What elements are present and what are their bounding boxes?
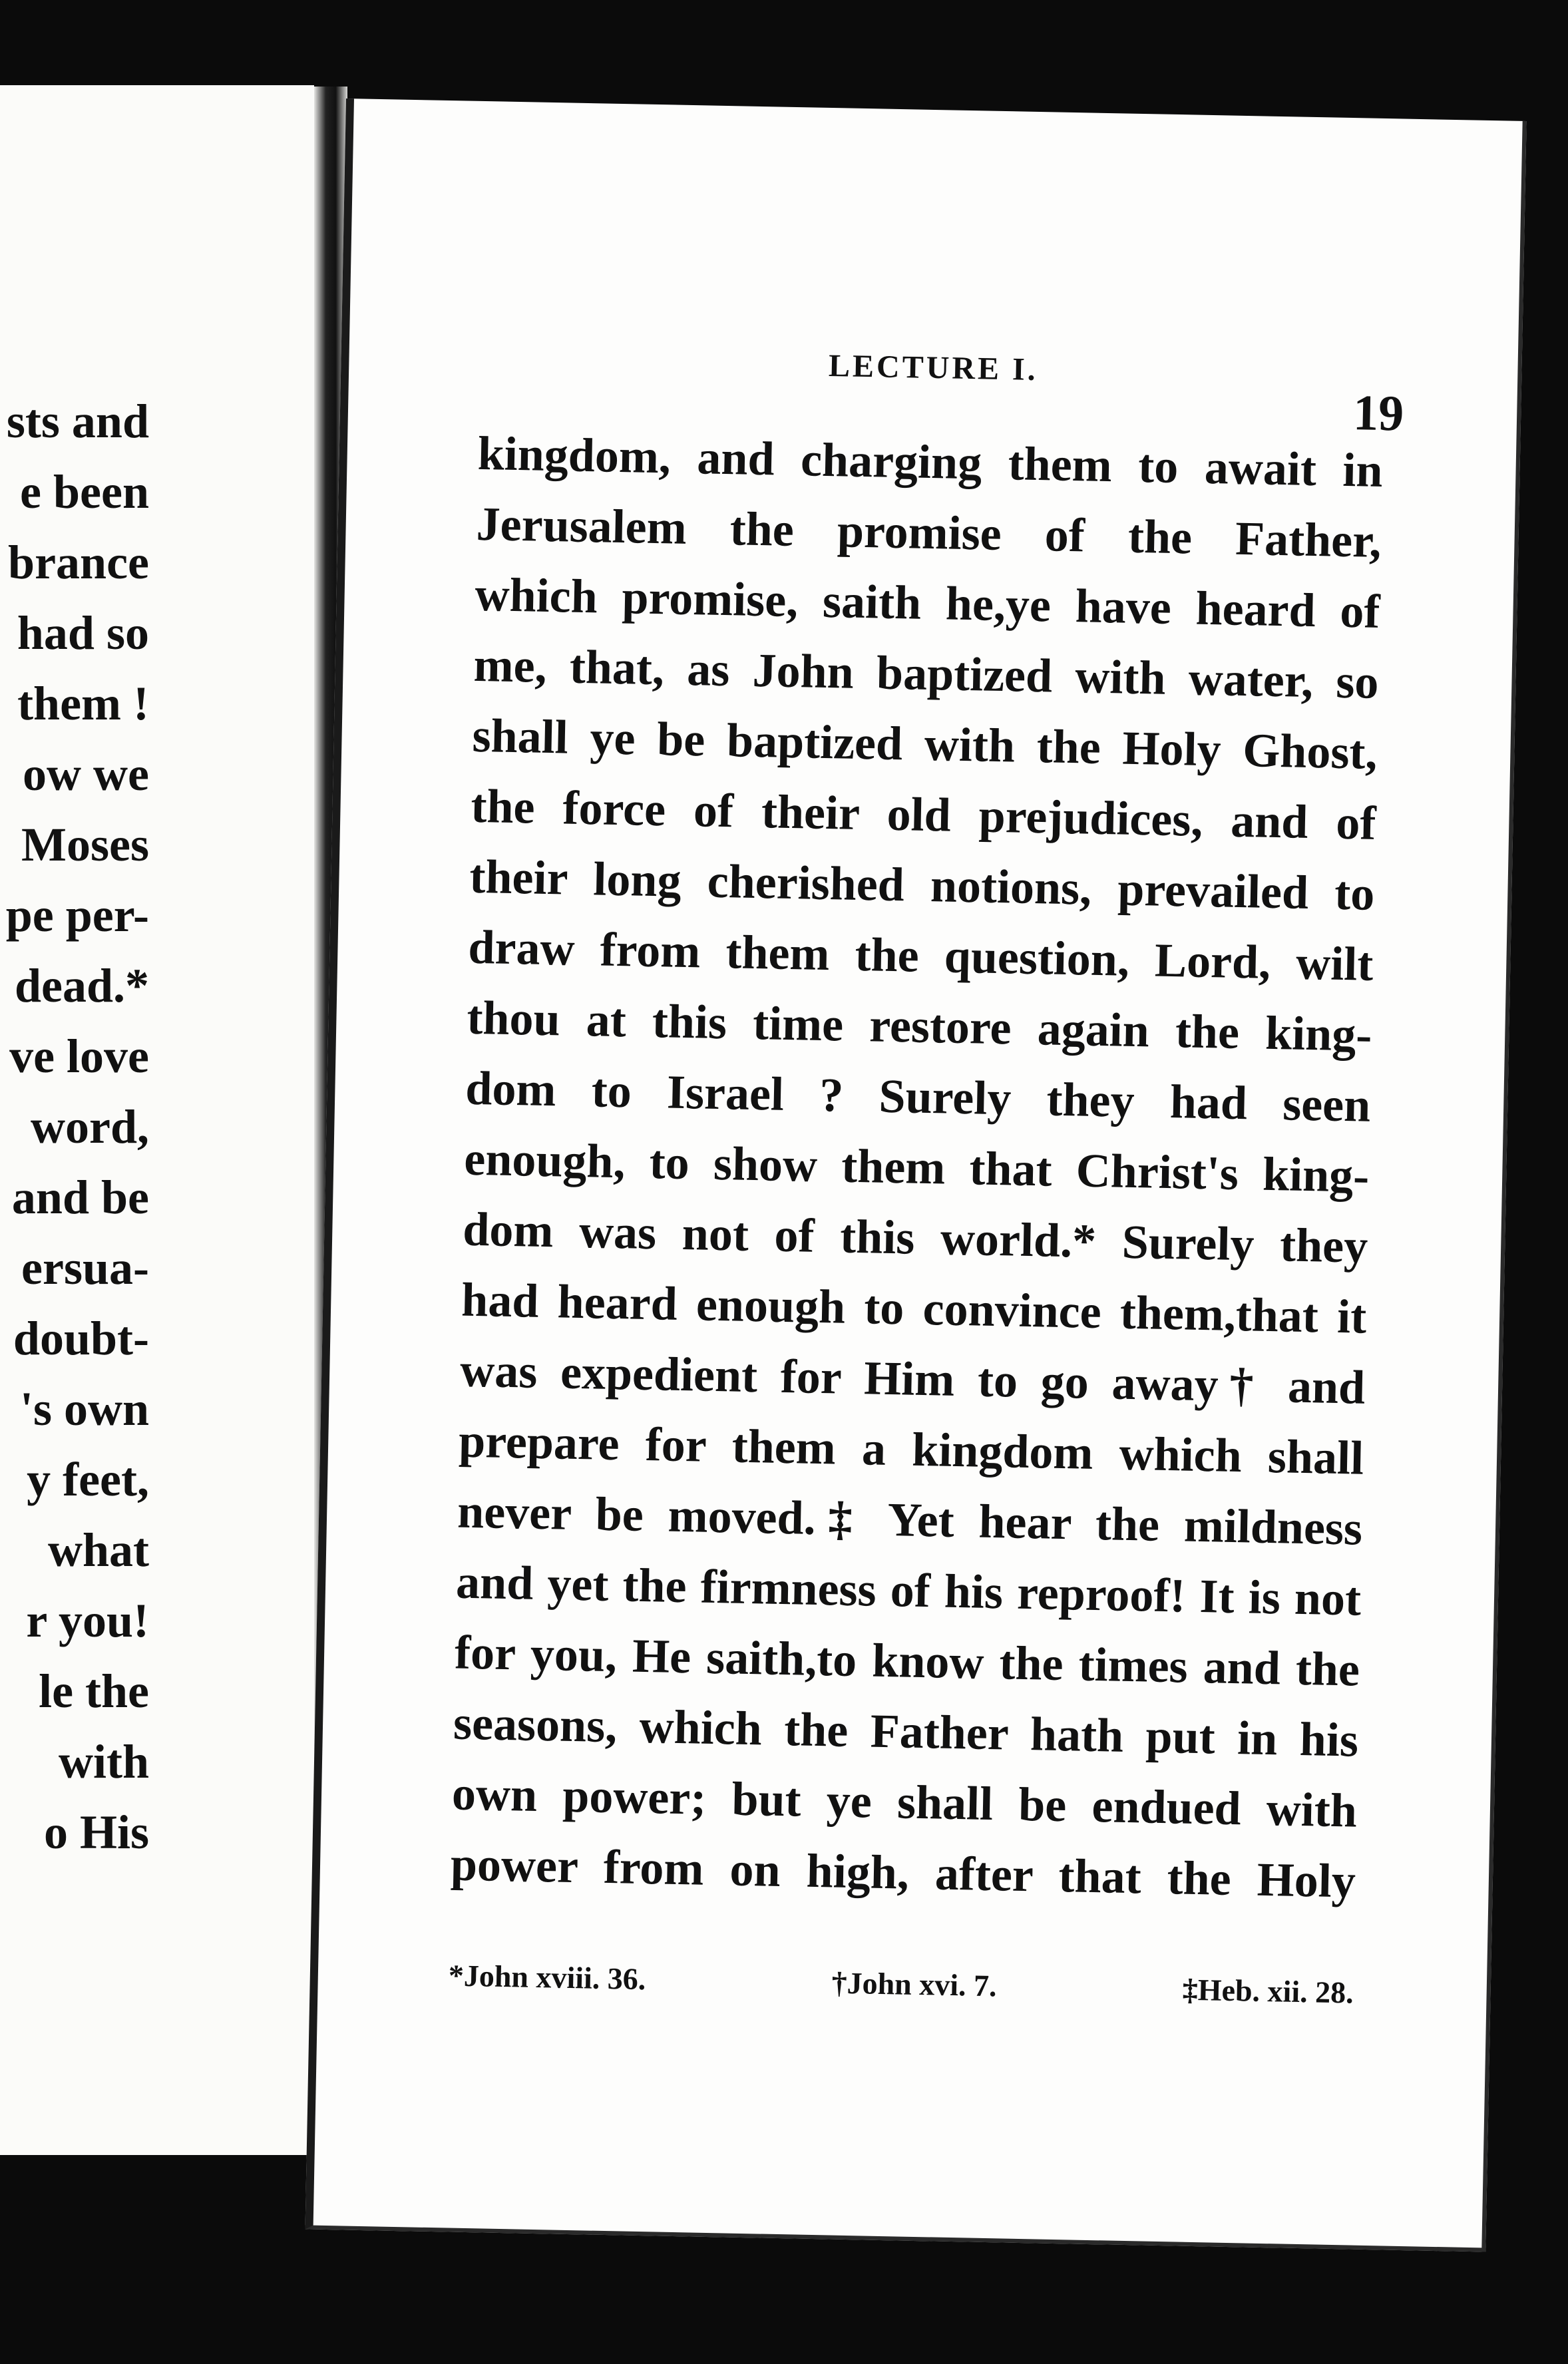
running-head: LECTURE I. <box>828 347 1039 388</box>
left-line: le the <box>39 1665 149 1718</box>
text-line: enough, to show them that Christ's king- <box>463 1131 1370 1203</box>
text-line: kingdom, and charging them to await in <box>477 426 1384 497</box>
text-line: their long cherished notions, prevailed to <box>469 849 1376 920</box>
text-line: had heard enough to convince them,that it <box>461 1273 1367 1344</box>
text-line: dom to Israel ? Surely they had seen <box>465 1061 1372 1132</box>
footnote: ‡Heb. xii. 28. <box>1182 1972 1354 2010</box>
text-line: own power; but ye shall be endued with <box>451 1766 1358 1838</box>
left-line: and be <box>11 1171 149 1224</box>
page-number: 19 <box>1352 385 1405 442</box>
left-line: word, <box>31 1100 149 1153</box>
text-line: never be moved.‡ Yet hear the mildness <box>457 1484 1363 1555</box>
text-line: the force of their old prejudices, and of <box>470 779 1377 850</box>
footnotes <box>448 1957 1354 2010</box>
left-line: ersua- <box>21 1241 149 1294</box>
left-line: what <box>47 1523 149 1577</box>
footnote: †John xvi. 7. <box>831 1965 998 2003</box>
left-line: brance <box>8 536 149 589</box>
left-line: them ! <box>17 677 149 730</box>
left-line: sts and <box>6 395 149 448</box>
text-line: Jerusalem the promise of the Father, <box>476 496 1382 568</box>
text-line: for you, He saith,to know the times and the <box>454 1625 1360 1696</box>
text-line: and yet the firmness of his reproof! It is not <box>455 1555 1362 1626</box>
left-line: y feet, <box>27 1453 149 1506</box>
left-line: had so <box>17 606 149 660</box>
left-page <box>0 85 314 2155</box>
text-line: shall ye be baptized with the Holy Ghost, <box>471 708 1378 779</box>
right-page <box>305 98 1527 2252</box>
left-line: r you! <box>26 1594 149 1647</box>
left-line: ve love <box>9 1030 149 1083</box>
text-line: draw from them the question, Lord, wilt <box>467 920 1374 991</box>
text-line: prepare for them a kingdom which shall <box>458 1414 1364 1485</box>
left-line: doubt- <box>13 1312 149 1365</box>
text-line: which promise, saith he,ye have heard of <box>474 567 1381 638</box>
text-line: thou at this time restore again the king- <box>466 990 1373 1062</box>
left-line: with <box>58 1735 149 1788</box>
left-line: o His <box>43 1806 149 1859</box>
text-line: dom was not of this world.* Surely they <box>462 1202 1368 1273</box>
left-line: dead.* <box>14 959 149 1012</box>
left-page-text <box>6 386 149 1868</box>
body-text <box>450 418 1383 1917</box>
text-line: power from on high, after that the Holy <box>450 1837 1356 1908</box>
left-line: pe per- <box>5 888 149 942</box>
footnote: *John xviii. 36. <box>448 1958 646 1997</box>
text-line: was expedient for Him to go away† and <box>459 1343 1366 1414</box>
left-line: 's own <box>19 1382 149 1436</box>
text-line: me, that, as John baptized with water, so <box>473 638 1380 709</box>
left-line: ow we <box>23 747 149 801</box>
text-line: seasons, which the Father hath put in his <box>453 1696 1359 1767</box>
left-line: Moses <box>21 818 149 871</box>
left-line: e been <box>20 465 149 518</box>
